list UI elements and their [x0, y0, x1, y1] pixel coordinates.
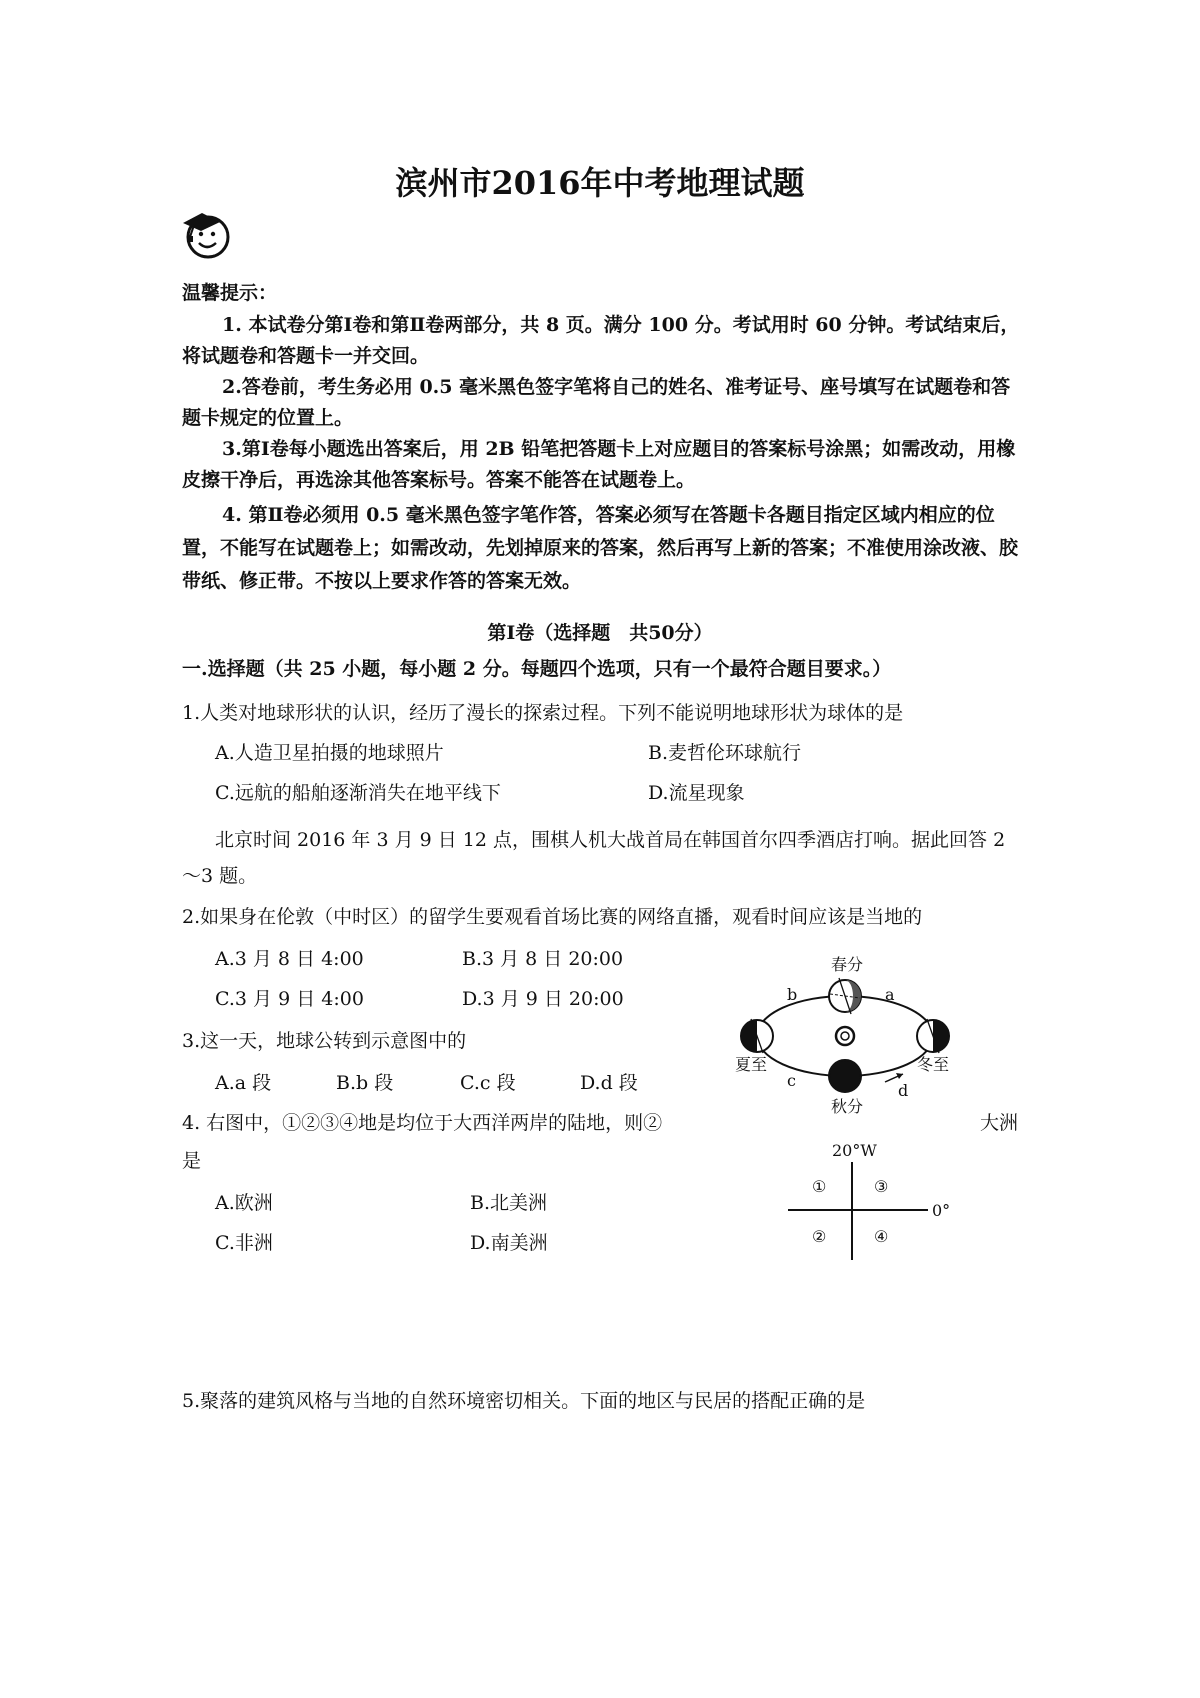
q3-option-c: C.c 段 — [460, 1072, 516, 1094]
tip-2: 2.答卷前，考生务必用 0.5 毫米黑色签字笔将自己的姓名、准考证号、座号填写在试题卷和答题卡规定的位置上。 — [182, 376, 1011, 429]
tip-1: 1. 本试卷分第Ⅰ卷和第Ⅱ卷两部分，共 8 页。满分 100 分。考试用时 60 分钟。考试结束后，将试题卷和答题卡一并交回。 — [182, 314, 1020, 367]
earth-summer-icon — [741, 1019, 773, 1053]
label-c: c — [787, 1071, 796, 1090]
earth-autumn-icon — [829, 1060, 861, 1092]
q4-stem-end: 是 — [182, 1150, 202, 1172]
q3-stem: 3.这一天，地球公转到示意图中的 — [182, 1030, 467, 1052]
q4-option-b: B.北美洲 — [470, 1192, 548, 1214]
q2-option-d: D.3 月 9 日 20:00 — [462, 988, 624, 1010]
label-region-4: ④ — [874, 1227, 889, 1246]
label-region-3: ③ — [874, 1177, 889, 1196]
context-q2-3: 北京时间 2016 年 3 月 9 日 12 点，围棋人机大战首局在韩国首尔四季酒店打响。据此回答 2～3 题。 — [182, 829, 1006, 887]
atlantic-grid-diagram — [780, 1142, 950, 1262]
q1-option-a: A.人造卫星拍摄的地球照片 — [215, 742, 444, 764]
section-instruction: 一.选择题（共 25 小题，每小题 2 分。每题四个选项，只有一个最符合题目要求。） — [182, 658, 892, 680]
q2-option-b: B.3 月 8 日 20:00 — [462, 948, 624, 970]
label-equator: 0° — [932, 1201, 951, 1220]
q4-stem: 4. 右图中，①②③④地是均位于大西洋两岸的陆地，则② — [182, 1112, 663, 1134]
q3-option-a: A.a 段 — [215, 1072, 272, 1094]
q2-stem: 2.如果身在伦敦（中时区）的留学生要观看首场比赛的网络直播，观看时间应该是当地的 — [182, 906, 923, 928]
q4-option-c: C.非洲 — [215, 1232, 273, 1254]
q1-option-b: B.麦哲伦环球航行 — [648, 742, 802, 764]
label-spring: 春分 — [831, 955, 864, 974]
q3-option-d: D.d 段 — [580, 1072, 638, 1094]
label-winter: 冬至 — [917, 1055, 950, 1074]
label-b: b — [787, 985, 798, 1004]
tip-3: 3.第Ⅰ卷每小题选出答案后，用 2B 铅笔把答题卡上对应题目的答案标号涂黑；如需改动，用橡皮擦干净后，再选涂其他答案标号。答案不能答在试题卷上。 — [182, 438, 1016, 491]
label-region-1: ① — [812, 1177, 827, 1196]
label-20w: 20°W — [832, 1141, 877, 1160]
tips-heading: 温馨提示： — [182, 282, 278, 304]
earth-orbit-diagram — [735, 950, 955, 1120]
q2-option-a: A.3 月 8 日 4:00 — [215, 948, 364, 970]
tip-4: 4. 第Ⅱ卷必须用 0.5 毫米黑色签字笔作答，答案必须写在答题卡各题目指定区域内相应的位置，不能写在试题卷上；如需改动，先划掉原来的答案，然后再写上新的答案；不准使用涂改液、胶带纸、修正带。不按以上要求作答的答案无效。 — [182, 504, 1019, 592]
graduate-smiley-icon — [180, 205, 240, 265]
label-summer: 夏至 — [735, 1055, 768, 1074]
section-heading: 第Ⅰ卷（选择题 共50分） — [487, 622, 713, 644]
label-autumn: 秋分 — [831, 1097, 864, 1116]
q1-option-d: D.流星现象 — [648, 782, 745, 804]
q2-option-c: C.3 月 9 日 4:00 — [215, 988, 364, 1010]
q5-stem: 5.聚落的建筑风格与当地的自然环境密切相关。下面的地区与民居的搭配正确的是 — [182, 1390, 866, 1412]
label-d: d — [898, 1081, 909, 1100]
earth-spring-icon — [829, 978, 861, 1014]
q1-option-c: C.远航的船舶逐渐消失在地平线下 — [215, 782, 501, 804]
q4-option-d: D.南美洲 — [470, 1232, 548, 1254]
q1-stem: 1.人类对地球形状的认识，经历了漫长的探索过程。下列不能说明地球形状为球体的是 — [182, 702, 904, 724]
q4-option-a: A.欧洲 — [215, 1192, 273, 1214]
q3-option-b: B.b 段 — [336, 1072, 394, 1094]
q4-stem-continued: 大洲 — [980, 1112, 1019, 1134]
earth-winter-icon — [917, 1019, 949, 1053]
label-region-2: ② — [812, 1227, 827, 1246]
label-a: a — [885, 985, 895, 1004]
page-title: 滨州市2016年中考地理试题 — [395, 164, 805, 202]
